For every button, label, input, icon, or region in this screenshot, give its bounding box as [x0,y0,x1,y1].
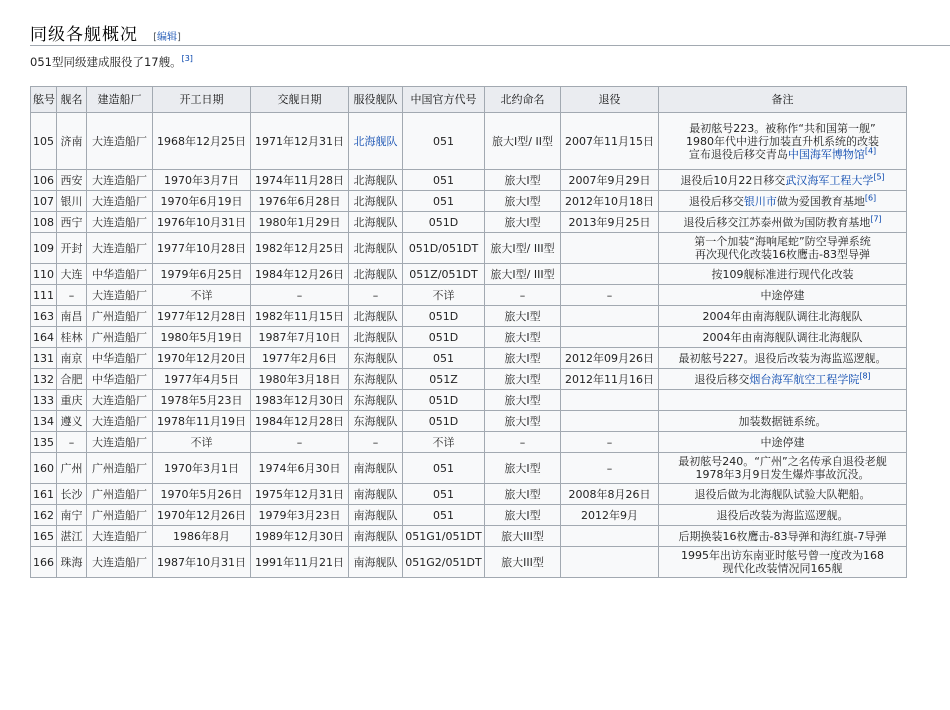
cell-nato: 旅大III型 [485,547,561,578]
cell-yard: 广州造船厂 [87,453,153,484]
note-link[interactable]: 中国海军博物馆 [787,147,865,161]
cell-name: 重庆 [57,390,87,411]
cell-fleet: 北海舰队 [349,212,403,233]
cell-retired: 2008年8月26日 [561,484,659,505]
note-text: 1978年3月9日发生爆炸事故沉没。 [695,468,870,481]
cell-hull: 163 [31,306,57,327]
cell-note [659,547,907,578]
cell-hull: 109 [31,233,57,264]
column-header: 开工日期 [153,87,251,113]
cell-start: 1978年11月19日 [153,411,251,432]
cell-name: – [57,285,87,306]
cell-nato: 旅大I型 [485,212,561,233]
note-link[interactable]: 武汉海军工程大学 [785,173,874,187]
note-text: 最初舷号240。“广州”之名传承自退役老舰 [678,455,887,468]
cell-retired: 2007年11月15日 [561,113,659,170]
cell-note [659,390,907,411]
cell-fleet: 南海舰队 [349,453,403,484]
cell-nato: 旅大I型/ III型 [485,233,561,264]
cell-fleet: 东海舰队 [349,411,403,432]
cell-name: 长沙 [57,484,87,505]
cell-nato: 旅大I型 [485,369,561,390]
cell-delivered: – [251,432,349,453]
cell-note [659,191,907,212]
cell-start: 1977年12月28日 [153,306,251,327]
cell-code: 051D/051DT [403,233,485,264]
table-row [31,547,907,578]
cell-nato: – [485,285,561,306]
cell-delivered: 1980年3月18日 [251,369,349,390]
reference-link[interactable]: [8] [859,370,871,380]
note-line [661,549,904,562]
cell-delivered: 1974年6月30日 [251,453,349,484]
cell-fleet: 北海舰队 [349,170,403,191]
cell-retired: 2013年9月25日 [561,212,659,233]
cell-code: 051 [403,113,485,170]
cell-name: 南昌 [57,306,87,327]
cell-hull: 165 [31,526,57,547]
cell-hull: 106 [31,170,57,191]
note-text: 退役后改装为海监巡逻舰。 [716,508,849,522]
cell-yard: 大连造船厂 [87,547,153,578]
cell-fleet: – [349,432,403,453]
cell-note [659,285,907,306]
cell-hull: 108 [31,212,57,233]
note-line [661,122,904,135]
cell-retired: 2012年10月18日 [561,191,659,212]
note-line [661,235,904,248]
cell-delivered: 1976年6月28日 [251,191,349,212]
cell-delivered: 1984年12月26日 [251,264,349,285]
cell-nato: 旅大I型/ II型 [485,113,561,170]
cell-delivered: 1979年3月23日 [251,505,349,526]
note-line [661,289,904,302]
edit-bracket-open: [ [153,32,157,43]
cell-delivered: 1984年12月28日 [251,411,349,432]
ship-table [30,86,907,578]
cell-hull: 161 [31,484,57,505]
cell-hull: 134 [31,411,57,432]
table-row [31,327,907,348]
reference-link[interactable]: [6] [864,192,877,202]
table-row [31,390,907,411]
note-text: 宣布退役后移交青岛 [688,147,788,161]
note-text: 2004年由南海舰队调往北海舰队 [702,309,863,323]
table-row [31,233,907,264]
cell-hull: 105 [31,113,57,170]
note-link[interactable]: 银川市 [743,194,777,208]
cell-delivered: 1989年12月30日 [251,526,349,547]
cell-retired [561,264,659,285]
table-row [31,285,907,306]
cell-name: 湛江 [57,526,87,547]
cell-nato: 旅大I型 [485,484,561,505]
cell-name: 济南 [57,113,87,170]
cell-retired: – [561,285,659,306]
cell-start: 1968年12月25日 [153,113,251,170]
cell-start: 1977年10月28日 [153,233,251,264]
cell-note [659,505,907,526]
cell-yard: 中华造船厂 [87,369,153,390]
note-text: 加装数据链系统。 [738,414,827,428]
cell-nato: 旅大I型 [485,505,561,526]
cell-yard: 中华造船厂 [87,348,153,369]
cell-retired [561,327,659,348]
cell-yard: 广州造船厂 [87,306,153,327]
cell-name: 广州 [57,453,87,484]
cell-delivered: 1982年12月25日 [251,233,349,264]
cell-nato: 旅大I型 [485,306,561,327]
note-line [661,213,904,229]
cell-note [659,306,907,327]
note-text: 中途停建 [760,435,805,449]
cell-note [659,212,907,233]
cell-fleet [349,113,403,170]
cell-yard: 大连造船厂 [87,170,153,191]
table-row [31,505,907,526]
cell-hull: 162 [31,505,57,526]
cell-retired [561,411,659,432]
cell-start: 1970年6月19日 [153,191,251,212]
column-header: 建造船厂 [87,87,153,113]
cell-fleet: 南海舰队 [349,526,403,547]
note-line [661,509,904,522]
column-header: 交舰日期 [251,87,349,113]
cell-nato: 旅大I型 [485,327,561,348]
cell-name: 大连 [57,264,87,285]
cell-fleet: 北海舰队 [349,191,403,212]
cell-fleet: 北海舰队 [349,306,403,327]
note-text: 退役后移交 [688,194,744,208]
cell-name: 桂林 [57,327,87,348]
cell-code: 051 [403,484,485,505]
cell-retired: – [561,432,659,453]
note-line [661,192,904,208]
cell-code: 051D [403,212,485,233]
table-row [31,348,907,369]
cell-note [659,411,907,432]
table-row [31,113,907,170]
column-header: 退役 [561,87,659,113]
section-title: 同级各舰概况 [30,25,138,45]
cell-nato: 旅大I型 [485,170,561,191]
cell-yard: 大连造船厂 [87,390,153,411]
cell-hull: 133 [31,390,57,411]
cell-yard: 广州造船厂 [87,505,153,526]
cell-yard: 大连造船厂 [87,411,153,432]
cell-nato: 旅大I型 [485,411,561,432]
cell-retired [561,233,659,264]
cell-note [659,348,907,369]
cell-delivered: 1987年7月10日 [251,327,349,348]
cell-note [659,453,907,484]
table-body [31,113,907,578]
note-text: 最初舷号223。被称作“共和国第一舰” [689,121,876,135]
cell-delivered: 1982年11月15日 [251,306,349,327]
cell-code: 051 [403,348,485,369]
cell-code: 051 [403,170,485,191]
cell-yard: 大连造船厂 [87,113,153,170]
cell-yard: 大连造船厂 [87,285,153,306]
note-line [661,530,904,543]
summary-text [30,54,193,70]
cell-name: 珠海 [57,547,87,578]
cell-fleet: 北海舰队 [349,264,403,285]
note-text: 现代化改装情况同165舰 [722,562,843,575]
cell-note [659,327,907,348]
edit-bracket-close: ] [177,32,181,43]
column-header: 舷号 [31,87,57,113]
note-text: 退役后移交江苏泰州做为国防教育基地 [683,215,871,229]
note-line [661,436,904,449]
cell-start: 1976年10月31日 [153,212,251,233]
cell-code: 051G2/051DT [403,547,485,578]
note-text: 后期换装16枚鹰击-83导弹和海红旗-7导弹 [678,529,887,543]
table-row [31,411,907,432]
note-text: 再次现代化改装16枚鹰击-83型导弹 [695,248,870,261]
cell-delivered: 1980年1月29日 [251,212,349,233]
cell-delivered: 1977年2月6日 [251,348,349,369]
cell-fleet: 北海舰队 [349,233,403,264]
table-row [31,212,907,233]
cell-hull: 110 [31,264,57,285]
cell-delivered: 1991年11月21日 [251,547,349,578]
cell-start: 1979年6月25日 [153,264,251,285]
cell-yard: 大连造船厂 [87,212,153,233]
cell-delivered: 1975年12月31日 [251,484,349,505]
table-row [31,526,907,547]
cell-name: 西安 [57,170,87,191]
note-line [661,268,904,281]
note-line [661,455,904,468]
cell-note [659,369,907,390]
cell-nato: 旅大I型 [485,390,561,411]
column-header: 舰名 [57,87,87,113]
note-text: 按109舰标准进行现代化改装 [711,267,854,281]
cell-fleet: 南海舰队 [349,505,403,526]
cell-hull: 107 [31,191,57,212]
cell-nato: 旅大I型 [485,453,561,484]
table-row [31,453,907,484]
edit-link[interactable]: 编辑 [157,32,177,43]
cell-start: 不详 [153,432,251,453]
cell-yard: 中华造船厂 [87,264,153,285]
table-row [31,369,907,390]
cell-name: 西宁 [57,212,87,233]
column-header: 服役舰队 [349,87,403,113]
cell-code: 051 [403,505,485,526]
cell-name: 合肥 [57,369,87,390]
cell-yard: 广州造船厂 [87,327,153,348]
table-row [31,264,907,285]
note-line [661,171,904,187]
table-row [31,484,907,505]
cell-retired: 2012年9月 [561,505,659,526]
cell-start: 1970年3月1日 [153,453,251,484]
cell-nato: 旅大III型 [485,526,561,547]
cell-note [659,264,907,285]
cell-start: 1977年4月5日 [153,369,251,390]
cell-hull: 132 [31,369,57,390]
cell-hull: 131 [31,348,57,369]
cell-note [659,484,907,505]
note-text: 退役后移交 [694,372,750,386]
cell-name: – [57,432,87,453]
cell-code: 051 [403,453,485,484]
cell-fleet: 东海舰队 [349,369,403,390]
note-text: 第一个加装“海响尾蛇”防空导弹系统 [694,235,871,248]
cell-note [659,170,907,191]
table-row [31,191,907,212]
cell-yard: 大连造船厂 [87,526,153,547]
cell-retired: 2007年9月29日 [561,170,659,191]
note-text: 退役后10月22日移交 [680,173,786,187]
section-heading [30,20,950,46]
cell-yard: 大连造船厂 [87,432,153,453]
cell-delivered: 1974年11月28日 [251,170,349,191]
note-text: 1995年出访东南亚时舷号曾一度改为168 [681,549,884,562]
note-line [661,352,904,365]
cell-retired [561,547,659,578]
cell-delivered: – [251,285,349,306]
note-link[interactable]: 烟台海军航空工程学院 [749,372,860,386]
cell-start: 1970年12月26日 [153,505,251,526]
note-line [661,145,904,161]
column-header: 中国官方代号 [403,87,485,113]
cell-start: 1987年10月31日 [153,547,251,578]
cell-code: 051D [403,411,485,432]
column-header: 备注 [659,87,907,113]
cell-retired [561,526,659,547]
cell-note [659,432,907,453]
note-text: 做为爱国教育基地 [776,194,865,208]
cell-code: 051G1/051DT [403,526,485,547]
cell-name: 南宁 [57,505,87,526]
cell-fleet: – [349,285,403,306]
summary-reference[interactable]: [3] [181,54,193,64]
cell-retired [561,306,659,327]
cell-note [659,113,907,170]
cell-yard: 大连造船厂 [87,191,153,212]
cell-code: 051D [403,390,485,411]
cell-start: 1970年3月7日 [153,170,251,191]
cell-start: 不详 [153,285,251,306]
cell-retired: 2012年11月16日 [561,369,659,390]
column-header: 北约命名 [485,87,561,113]
cell-start: 1970年12月20日 [153,348,251,369]
note-line [661,488,904,501]
table-row [31,170,907,191]
edit-link-wrapper [153,32,181,43]
fleet-link[interactable]: 北海舰队 [353,134,398,148]
note-line [661,468,904,481]
note-text: 最初舷号227。退役后改装为海监巡逻舰。 [678,351,887,365]
note-line [661,310,904,323]
cell-hull: 135 [31,432,57,453]
note-text: 1980年代中进行加装直升机系统的改装 [686,134,879,148]
cell-nato: 旅大I型 [485,191,561,212]
cell-name: 开封 [57,233,87,264]
cell-note [659,526,907,547]
note-line [661,415,904,428]
table-header-row [31,87,907,113]
cell-yard: 大连造船厂 [87,233,153,264]
summary-sentence: 051型同级建成服役了17艘。 [30,55,182,69]
cell-fleet: 东海舰队 [349,390,403,411]
cell-start: 1980年5月19日 [153,327,251,348]
note-text: 2004年由南海舰队调往北海舰队 [702,330,863,344]
cell-code: 051Z/051DT [403,264,485,285]
reference-link[interactable]: [4] [864,145,877,155]
table-row [31,432,907,453]
cell-hull: 166 [31,547,57,578]
reference-link[interactable]: [5] [873,171,885,181]
cell-fleet: 南海舰队 [349,484,403,505]
cell-hull: 111 [31,285,57,306]
table-row [31,306,907,327]
cell-retired: – [561,453,659,484]
cell-start: 1970年5月26日 [153,484,251,505]
cell-fleet: 南海舰队 [349,547,403,578]
cell-fleet: 东海舰队 [349,348,403,369]
cell-code: 不详 [403,285,485,306]
note-line [661,248,904,261]
cell-hull: 160 [31,453,57,484]
cell-code: 不详 [403,432,485,453]
cell-retired: 2012年09月26日 [561,348,659,369]
note-line [661,370,904,386]
cell-nato: 旅大I型 [485,348,561,369]
cell-start: 1978年5月23日 [153,390,251,411]
note-text: 中途停建 [760,288,805,302]
cell-code: 051D [403,327,485,348]
note-text: 退役后做为北海舰队试验大队靶船。 [694,487,871,501]
cell-yard: 广州造船厂 [87,484,153,505]
note-line [661,562,904,575]
cell-retired [561,390,659,411]
cell-name: 遵义 [57,411,87,432]
cell-note [659,233,907,264]
cell-nato: – [485,432,561,453]
cell-fleet: 北海舰队 [349,327,403,348]
cell-start: 1986年8月 [153,526,251,547]
cell-code: 051 [403,191,485,212]
cell-name: 银川 [57,191,87,212]
cell-code: 051D [403,306,485,327]
cell-nato: 旅大I型/ III型 [485,264,561,285]
cell-name: 南京 [57,348,87,369]
cell-hull: 164 [31,327,57,348]
note-line [661,331,904,344]
reference-link[interactable]: [7] [870,213,882,223]
cell-delivered: 1971年12月31日 [251,113,349,170]
cell-delivered: 1983年12月30日 [251,390,349,411]
cell-code: 051Z [403,369,485,390]
